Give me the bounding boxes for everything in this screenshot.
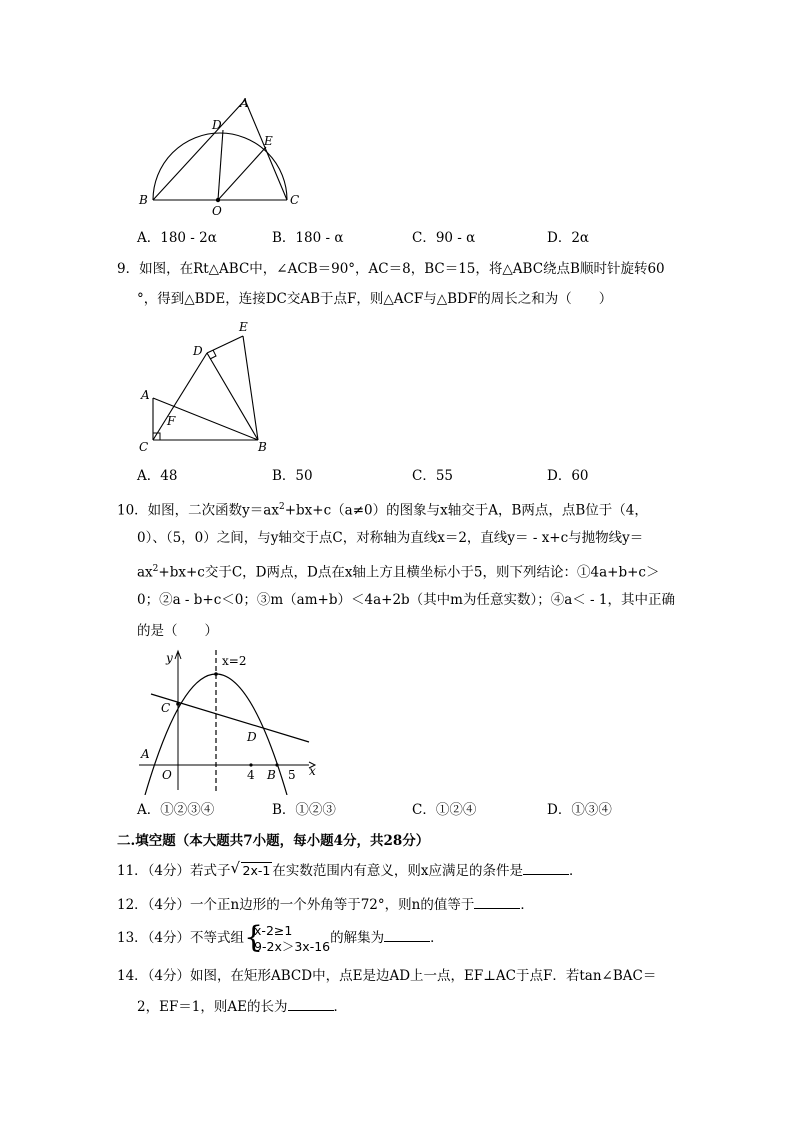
figure-q9-triangles (135, 318, 275, 458)
q11-text: 11．（4分）若式子 √ 2x-1 在实数范围内有意义，则x应满足的条件是 ． (117, 859, 583, 879)
q8-choices (137, 228, 697, 248)
q12-text: 12．（4分）一个正n边形的一个外角等于72°，则n的值等于 ． (117, 897, 534, 913)
label-c: C (290, 193, 300, 207)
q9-text-line1: 9．如图，在Rt△ABC中，∠ACB＝90°，AC＝8，BC＝15，将△ABC绕点B顺时针旋转60 (117, 261, 665, 277)
q14-text-line2: 2，EF＝1，则AE的长为 ． (137, 999, 348, 1015)
q14-answer-blank[interactable] (288, 998, 334, 1011)
label-f: F (167, 414, 176, 428)
q10-choice-b: B．①②③ (272, 802, 336, 818)
label-e: E (264, 134, 273, 148)
q9-choice-c: C．55 (412, 468, 454, 484)
label-c: C (139, 440, 149, 454)
label-a: A (240, 96, 249, 110)
label-d: D (193, 344, 203, 358)
q14-text-line1: 14．（4分）如图，在矩形ABCD中，点E是边AD上一点，EF⊥AC于点F．若tan∠BAC＝ (117, 968, 657, 984)
q11-sqrt: √ 2x-1 (230, 859, 271, 878)
label-e: E (239, 320, 248, 334)
label-c: C (161, 701, 171, 715)
q10-text-line4: 0；②a - b+c＜0；③m（am+b）＜4a+2b（其中m为任意实数）；④a＜ - 1，其中正确 (137, 592, 676, 608)
q9-choice-b: B．50 (272, 468, 313, 484)
label-d: D (212, 118, 222, 132)
label-5: 5 (288, 768, 296, 782)
q10-choice-d: D．①③④ (547, 802, 612, 818)
label-x: x (309, 764, 316, 778)
label-4: 4 (247, 768, 255, 782)
q8-choice-a: A．180 - 2α (137, 230, 217, 246)
q10-text-line1: 10．如图，二次函数$y=ax^2+bx+c(a\ne 0)$的图象与x轴交于A，B两点，点B位于（4， (117, 502, 648, 519)
q13-inequality-system: { x-2≥1 9-2x＞3x-16 (244, 919, 331, 955)
q10-text-line5: 的是（ ） (137, 623, 218, 639)
figure-q8-semicircle (135, 92, 305, 222)
q8-choice-c: C．90 - α (412, 230, 476, 246)
q10-choice-c: C．①②④ (412, 802, 477, 818)
q13-text: 13．（4分）不等式组 { x-2≥1 9-2x＞3x-16 的解集为 ． (117, 919, 444, 955)
figure-q10-parabola (137, 645, 327, 795)
label-a: A (141, 747, 150, 761)
label-axis: x=2 (222, 654, 247, 668)
q8-choice-d: D．2α (547, 230, 590, 246)
q11-answer-blank[interactable] (523, 862, 569, 875)
q9-choices (137, 466, 697, 486)
label-b: B (139, 193, 148, 207)
q10-choice-a: A．①②③④ (137, 802, 215, 818)
label-d: D (247, 730, 257, 744)
q9-choice-d: D．60 (547, 468, 589, 484)
label-o: O (212, 204, 222, 218)
q9-choice-a: A．48 (137, 468, 178, 484)
label-a: A (141, 388, 150, 402)
q8-choice-b: B．180 - α (272, 230, 344, 246)
q12-answer-blank[interactable] (474, 896, 520, 909)
section-title-fill-in: 二.填空题（本大题共7小题，每小题4分，共28分） (117, 833, 430, 849)
q13-answer-blank[interactable] (384, 929, 430, 942)
q10-text-line3: $ax^2+bx+c$交于C，D两点，D点在x轴上方且横坐标小于5，则下列结论：①4a+b+c＞ (137, 564, 660, 581)
label-y: y (166, 651, 173, 665)
q10-text-line2: 0）、（5，0）之间，与y轴交于点C，对称轴为直线x＝2，直线y＝ - x+c与抛物线y＝ (137, 530, 644, 546)
q10-choices (137, 800, 697, 820)
label-b: B (258, 440, 267, 454)
label-b: B (267, 768, 276, 782)
q9-text-line2: °，得到△BDE，连接DC交AB于点F，则△ACF与△BDF的周长之和为（ ） (137, 291, 613, 307)
label-o: O (162, 768, 172, 782)
